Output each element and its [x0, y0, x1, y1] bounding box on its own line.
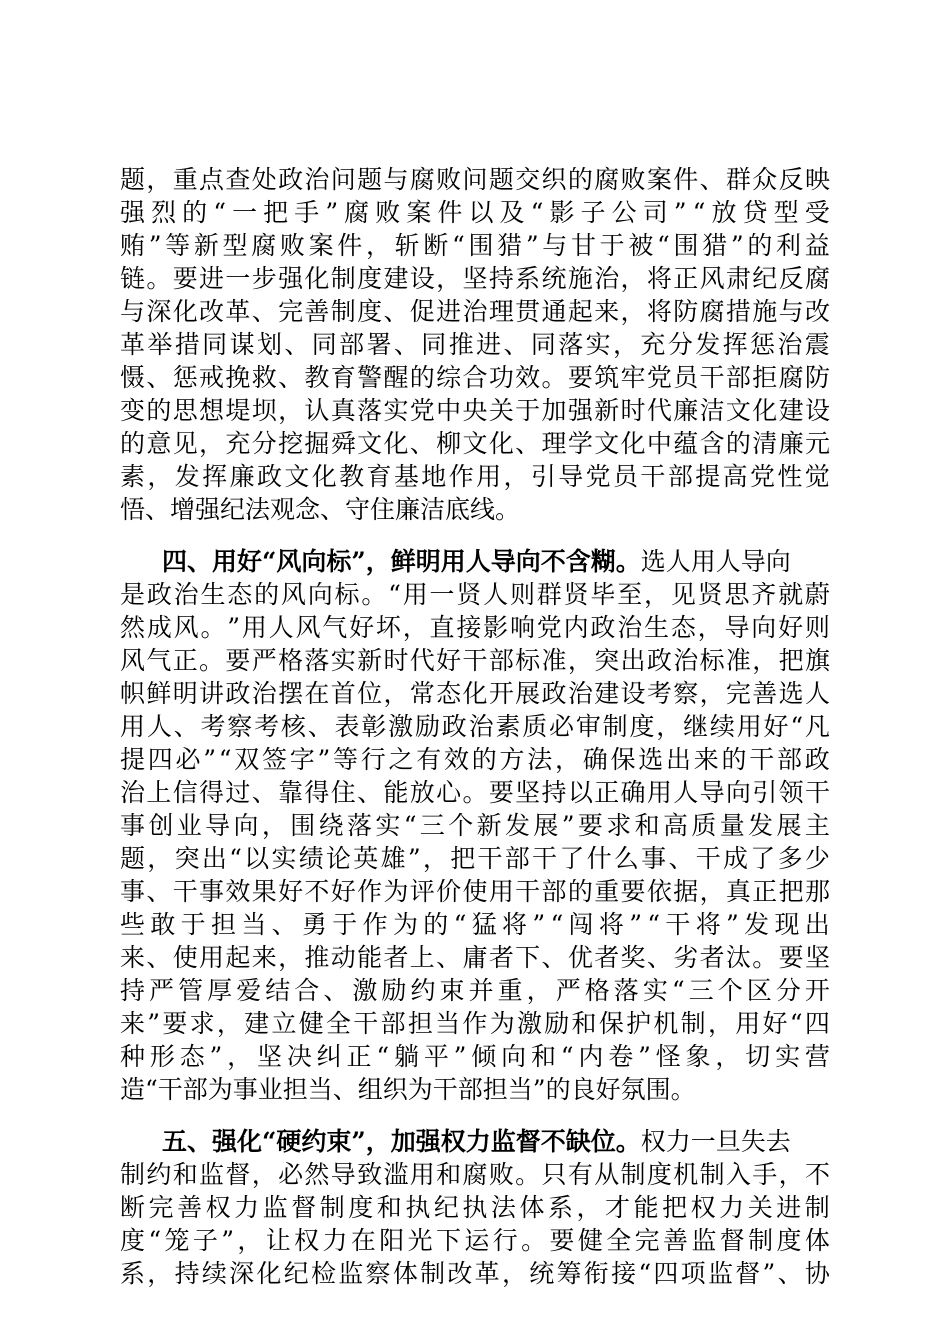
- line-text: 治 上 信 得 过 、 靠 得 住 、 能 放 心 。 要 坚 持 以 正 确 用 人 导 向 引 领 干: [120, 778, 830, 807]
- text-line: [120, 842, 830, 875]
- paragraph-2: [120, 545, 830, 1106]
- paragraph-gap: [120, 526, 830, 545]
- text-line: [120, 1257, 830, 1290]
- text-line: [120, 196, 830, 229]
- text-line: [120, 875, 830, 908]
- line-text: 系 ， 持 续 深 化 纪 检 监 察 体 制 改 革 ， 统 筹 衔 接 “ 四 项 监 督 ” 、 协: [120, 1259, 830, 1288]
- line-text: 链 。 要 进 一 步 强 化 制 度 建 设 ， 坚 持 系 统 施 治 ， 将 正 风 肃 纪 反 腐: [120, 264, 830, 293]
- text-line: [120, 460, 830, 493]
- line-text: 贿 ” 等 新 型 腐 败 案 件 ， 斩 断 “ 围 猎 ” 与 甘 于 被 “ 围 猎 ” 的 利 益: [120, 231, 830, 260]
- text-line: [120, 1040, 830, 1073]
- line-text: 的 意 见 ， 充 分 挖 掘 舜 文 化 、 柳 文 化 、 理 学 文 化 中 蕴 含 的 清 廉 元: [120, 429, 830, 458]
- text-line: [120, 361, 830, 394]
- text-line: [120, 677, 830, 710]
- paragraph-text: 权力一旦失去: [640, 1127, 791, 1156]
- paragraph-2-first-line: [120, 545, 791, 578]
- text-line: [120, 908, 830, 941]
- text-line: [120, 743, 830, 776]
- paragraph-text: 选人用人导向: [640, 547, 791, 576]
- document-body: [120, 163, 830, 1290]
- text-line: [120, 1125, 830, 1158]
- text-line: [120, 710, 830, 743]
- section-heading-5: 五、强化“硬约束”，加强权力监督不缺位。: [162, 1127, 641, 1156]
- line-text: 度 “ 笼 子 ” ， 让 权 力 在 阳 光 下 运 行 。 要 健 全 完 善 监 督 制 度 体: [120, 1226, 830, 1255]
- line-text: 慑 、 惩 戒 挽 救 、 教 育 警 醒 的 综 合 功 效 。 要 筑 牢 党 员 干 部 拒 腐 防: [120, 363, 830, 392]
- line-text: 事 创 业 导 向 ， 围 绕 落 实 “ 三 个 新 发 展 ” 要 求 和 高 质 量 发 展 主: [120, 811, 830, 840]
- text-line: [120, 578, 830, 611]
- line-text: 帜 鲜 明 讲 政 治 摆 在 首 位 ， 常 态 化 开 展 政 治 建 设 考 察 ， 完 善 选 人: [120, 679, 830, 708]
- text-line: [120, 493, 830, 526]
- text-line: [120, 776, 830, 809]
- text-line: [120, 262, 830, 295]
- line-text: 种 形 态 ” ， 坚 决 纠 正 “ 躺 平 ” 倾 向 和 “ 内 卷 ” 怪 象 ， 切 实 营: [120, 1042, 830, 1071]
- text-line: [120, 809, 830, 842]
- paragraph-gap: [120, 1106, 830, 1125]
- text-line: [120, 1073, 830, 1106]
- text-line: [120, 974, 830, 1007]
- paragraph-3-first-line: [120, 1125, 791, 1158]
- text-line: [120, 941, 830, 974]
- line-text: 革 举 措 同 谋 划 、 同 部 署 、 同 推 进 、 同 落 实 ， 充 分 发 挥 惩 治 震: [120, 330, 830, 359]
- line-text: 题 ， 重 点 查 处 政 治 问 题 与 腐 败 问 题 交 织 的 腐 败 案 件 、 群 众 反 映: [120, 165, 830, 194]
- text-line: [120, 427, 830, 460]
- text-line: [120, 1191, 830, 1224]
- text-line: [120, 611, 830, 644]
- line-text: 提 四 必 ” “ 双 签 字 ” 等 行 之 有 效 的 方 法 ， 确 保 选 出 来 的 干 部 政: [120, 745, 830, 774]
- line-text: 素 ， 发 挥 廉 政 文 化 教 育 基 地 作 用 ， 引 导 党 员 干 部 提 高 党 性 觉: [120, 462, 830, 491]
- line-text: 来 ” 要 求 ， 建 立 健 全 干 部 担 当 作 为 激 励 和 保 护 机 制 ， 用 好 “ 四: [120, 1009, 830, 1038]
- line-text: 风 气 正 。 要 严 格 落 实 新 时 代 好 干 部 标 准 ， 突 出 政 治 标 准 ， 把 旗: [120, 646, 830, 675]
- line-text: 持 严 管 厚 爱 结 合 、 激 励 约 束 并 重 ， 严 格 落 实 “ 三 个 区 分 开: [120, 976, 830, 1005]
- text-line: [120, 1007, 830, 1040]
- text-line: [120, 229, 830, 262]
- line-text: 些 敢 于 担 当 、 勇 于 作 为 的 “ 猛 将 ” “ 闯 将 ” “ 干 将 ” 发 现 出: [120, 910, 830, 939]
- text-line: [120, 295, 830, 328]
- line-text: 来 、 使 用 起 来 ， 推 动 能 者 上 、 庸 者 下 、 优 者 奖 、 劣 者 汰 。 要 坚: [120, 943, 830, 972]
- line-text: 断 完 善 权 力 监 督 制 度 和 执 纪 执 法 体 系 ， 才 能 把 权 力 关 进 制: [120, 1193, 830, 1222]
- line-text: 题 ， 突 出 “ 以 实 绩 论 英 雄 ” ， 把 干 部 干 了 什 么 事 、 干 成 了 多 少: [120, 844, 830, 873]
- text-line: [120, 328, 830, 361]
- text-line: [120, 644, 830, 677]
- section-heading-4: 四、用好“风向标”，鲜明用人导向不含糊。: [162, 547, 641, 576]
- line-text: 强 烈 的 “ 一 把 手 ” 腐 败 案 件 以 及 “ 影 子 公 司 ” “ 放 贷 型 受: [120, 198, 830, 227]
- paragraph-1: [120, 163, 830, 526]
- line-text: 造“干部为事业担当、组织为干部担当”的良好氛围。: [120, 1075, 696, 1104]
- text-line: [120, 394, 830, 427]
- line-text: 制 约 和 监 督 ， 必 然 导 致 滥 用 和 腐 败 。 只 有 从 制 度 机 制 入 手 ， 不: [120, 1160, 830, 1189]
- text-line: [120, 1224, 830, 1257]
- line-text: 是 政 治 生 态 的 风 向 标 。 “ 用 一 贤 人 则 群 贤 毕 至 ， 见 贤 思 齐 就 蔚: [120, 580, 830, 609]
- text-line: [120, 545, 830, 578]
- line-text: 悟、增强纪法观念、守住廉洁底线。: [120, 495, 521, 524]
- line-text: 然 成 风 。 ” 用 人 风 气 好 坏 ， 直 接 影 响 党 内 政 治 生 态 ， 导 向 好 则: [120, 613, 830, 642]
- line-text: 用 人 、 考 察 考 核 、 表 彰 激 励 政 治 素 质 必 审 制 度 ， 继 续 用 好 “ 凡: [120, 712, 830, 741]
- text-line: [120, 1158, 830, 1191]
- line-text: 变 的 思 想 堤 坝 ， 认 真 落 实 党 中 央 关 于 加 强 新 时 代 廉 洁 文 化 建 设: [120, 396, 830, 425]
- line-text: 事 、 干 事 效 果 好 不 好 作 为 评 价 使 用 干 部 的 重 要 依 据 ， 真 正 把 那: [120, 877, 830, 906]
- text-line: [120, 163, 830, 196]
- paragraph-3: [120, 1125, 830, 1290]
- line-text: 与 深 化 改 革 、 完 善 制 度 、 促 进 治 理 贯 通 起 来 ， 将 防 腐 措 施 与 改: [120, 297, 830, 326]
